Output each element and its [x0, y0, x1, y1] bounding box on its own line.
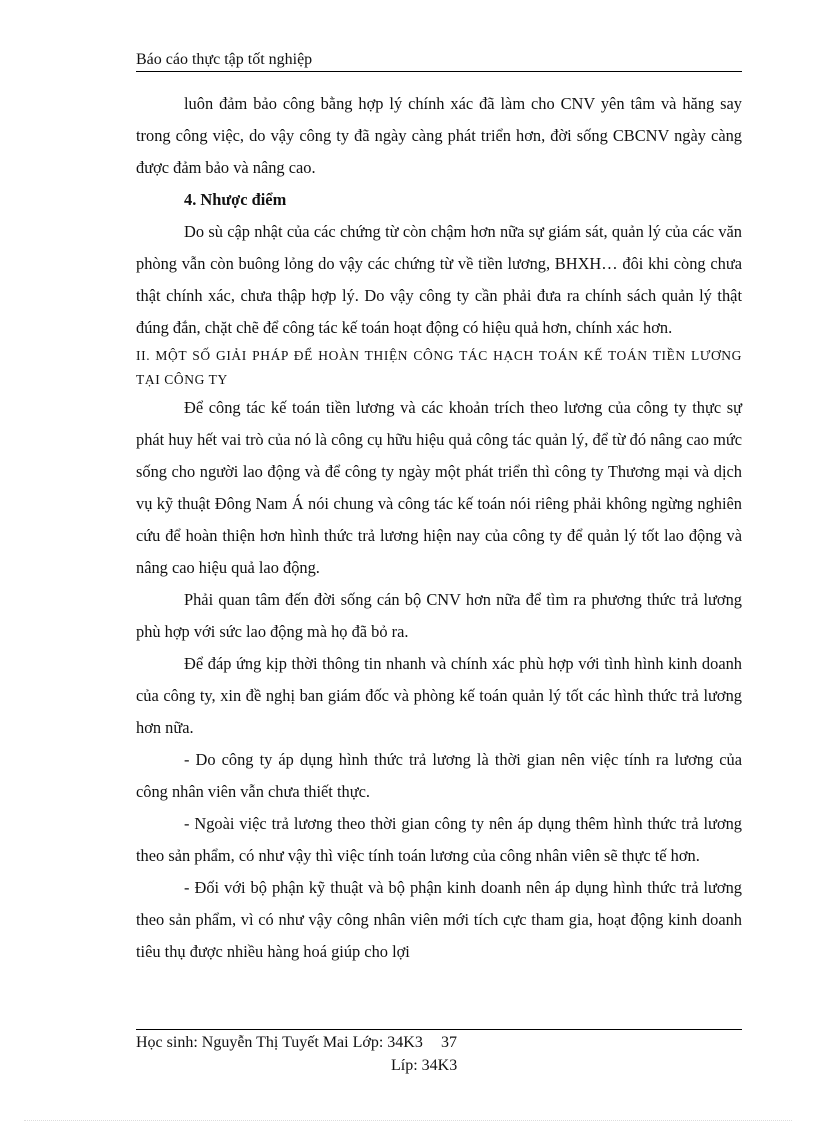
heading-disadvantages: 4. Nhược điểm: [184, 190, 287, 209]
page-number: 37: [441, 1034, 457, 1051]
document-body: [136, 88, 742, 968]
header-divider: [136, 71, 742, 72]
bullet-technical-sales-dept: - Đối với bộ phận kỹ thuật và bộ phận kinh doanh nên áp dụng hình thức trả lương theo sản phẩm, vì có như vậy công nhân viên mới tích cực tham gia, hoạt động kinh doanh tiêu thụ được nhiều hàng hoá giúp cho lợi: [136, 878, 742, 961]
bullet-time-based-pay: - Do công ty áp dụng hình thức trả lương là thời gian nên việc tính ra lương của công nhân viên vẫn chưa thiết thực.: [136, 750, 742, 801]
bullet-product-based-pay: - Ngoài việc trả lương theo thời gian công ty nên áp dụng thêm hình thức trả lương theo sản phẩm, có như vậy thì việc tính toán lương của công nhân viên sẽ thực tế hơn.: [136, 814, 742, 865]
paragraph-disadvantages: Do sù cập nhật của các chứng từ còn chậm hơn nữa sự giám sát, quản lý của các văn phòng vẫn còn buông lỏng do vậy các chứng từ về tiền lương, BHXH… đôi khi còng chưa thật chính xác, chưa thập hợp lý. Do vậy công ty cần phải đưa ra chính sách quản lý thật đúng đắn, chặt chẽ để công tác kế toán hoạt động có hiệu quả hơn, chính xác hơn.: [136, 222, 742, 337]
footer-divider: [136, 1029, 742, 1030]
footer-student-info: Học sinh: Nguyễn Thị Tuyết Mai Lớp: 34K3: [136, 1034, 423, 1051]
paragraph-continuation: luôn đảm bảo công bằng hợp lý chính xác đã làm cho CNV yên tâm và hăng say trong công việc, do vậy công ty đã ngày càng phát triển hơn, đời sống CBCNV ngày càng được đảm bảo và nâng cao.: [136, 94, 742, 177]
page-header-title: Báo cáo thực tập tốt nghiệp: [136, 51, 313, 68]
section-heading-solutions: II. MỘT SỐ GIẢI PHÁP ĐỂ HOÀN THIỆN CÔNG TÁC HẠCH TOÁN KẾ TOÁN TIỀN LƯƠNG TẠI CÔNG TY: [136, 348, 742, 387]
paragraph-solutions-intro: Để công tác kế toán tiền lương và các khoản trích theo lương của công ty thực sự phát huy hết vai trò của nó là công cụ hữu hiệu quả công tác quản lý, để từ đó nâng cao mức sống cho người lao động và để công ty ngày một phát triển thì công ty Thương mại và dịch vụ kỹ thuật Đông Nam Á nói chung và công tác kế toán nói riêng phải không ngừng nghiên cứu để hoàn thiện hơn hình thức trả lương hiện nay của công ty để quản lý tốt lao động và nâng cao hiệu quả lao động.: [136, 398, 742, 577]
page-bottom-dotted-border: [24, 1120, 792, 1121]
paragraph-employee-care: Phải quan tâm đến đời sống cán bộ CNV hơn nữa để tìm ra phương thức trả lương phù hợp với sức lao động mà họ đã bỏ ra.: [136, 590, 742, 641]
footer-class-info: Líp: 34K3: [391, 1057, 458, 1074]
paragraph-timely-info: Để đáp ứng kịp thời thông tin nhanh và chính xác phù hợp với tình hình kinh doanh của công ty, xin đề nghị ban giám đốc và phòng kế toán quản lý tốt các hình thức trả lương hơn nữa.: [136, 654, 742, 737]
